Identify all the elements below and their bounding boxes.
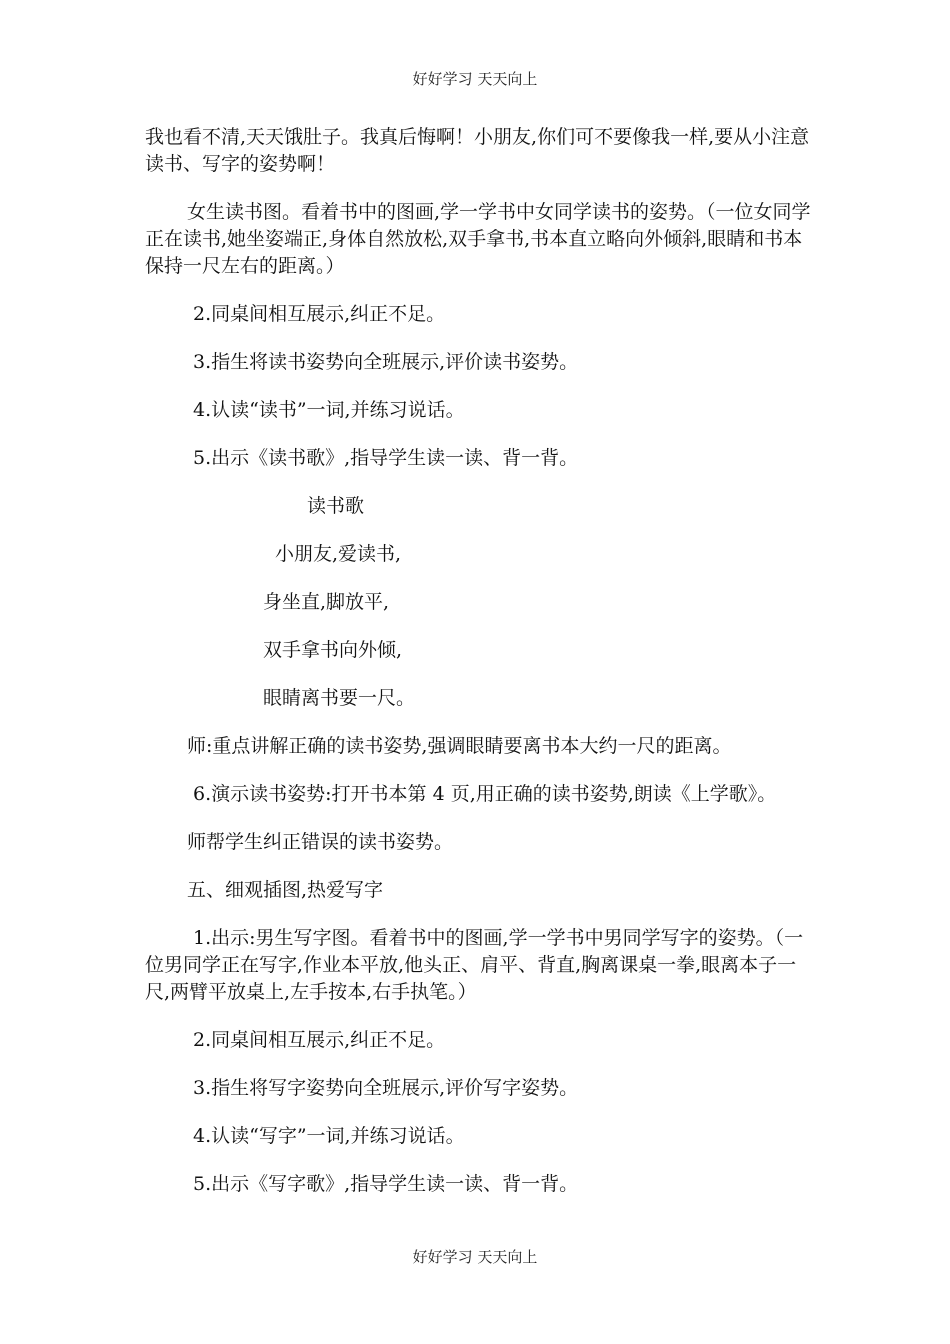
list-item: 5.出示《读书歌》,指导学生读一读、背一背。 (193, 447, 579, 469)
section-heading: 五、细观插图,热爱写字 (187, 879, 384, 901)
list-item: 4.认读“写字”一词,并练习说话。 (193, 1125, 465, 1147)
paragraph: 我也看不清,天天饿肚子。我真后悔啊！小朋友,你们可不要像我一样,要从小注意读书、写字的姿势啊！ (145, 126, 810, 175)
list-item: 2.同桌间相互展示,纠正不足。 (193, 1029, 446, 1051)
poem-line: 身坐直,脚放平, (263, 591, 390, 613)
page-footer: 好好学习 天天向上 (412, 1248, 538, 1266)
list-item: 3.指生将写字姿势向全班展示,评价写字姿势。 (193, 1077, 579, 1099)
list-item: 3.指生将读书姿势向全班展示,评价读书姿势。 (193, 351, 579, 373)
poem-title: 读书歌 (307, 495, 365, 517)
list-item: 6.演示读书姿势:打开书本第 4 页,用正确的读书姿势,朗读《上学歌》。 (193, 783, 777, 805)
list-item: 2.同桌间相互展示,纠正不足。 (193, 303, 446, 325)
paragraph: 师:重点讲解正确的读书姿势,强调眼睛要离书本大约一尺的距离。 (187, 735, 732, 757)
poem-line: 双手拿书向外倾, (263, 639, 403, 661)
list-item: 4.认读“读书”一词,并练习说话。 (193, 399, 465, 421)
paragraph: 师帮学生纠正错误的读书姿势。 (187, 831, 454, 853)
page-header: 好好学习 天天向上 (412, 70, 538, 88)
document-body (145, 124, 815, 1219)
poem-line: 小朋友,爱读书, (275, 543, 402, 565)
paragraph: 女生读书图。看着书中的图画,学一学书中女同学读书的姿势。（一位女同学正在读书,她坐姿端正,身体自然放松,双手拿书,书本直立略向外倾斜,眼睛和书本保持一尺左右的距离。） (145, 201, 811, 277)
list-item: 1.出示:男生写字图。看着书中的图画,学一学书中男同学写字的姿势。（一位男同学正在写字,作业本平放,他头正、肩平、背直,胸离课桌一拳,眼离本子一尺,两臂平放桌上,左手按本,右手执笔。） (145, 927, 804, 1003)
poem-line: 眼睛离书要一尺。 (263, 687, 416, 709)
list-item: 5.出示《写字歌》,指导学生读一读、背一背。 (193, 1173, 579, 1195)
